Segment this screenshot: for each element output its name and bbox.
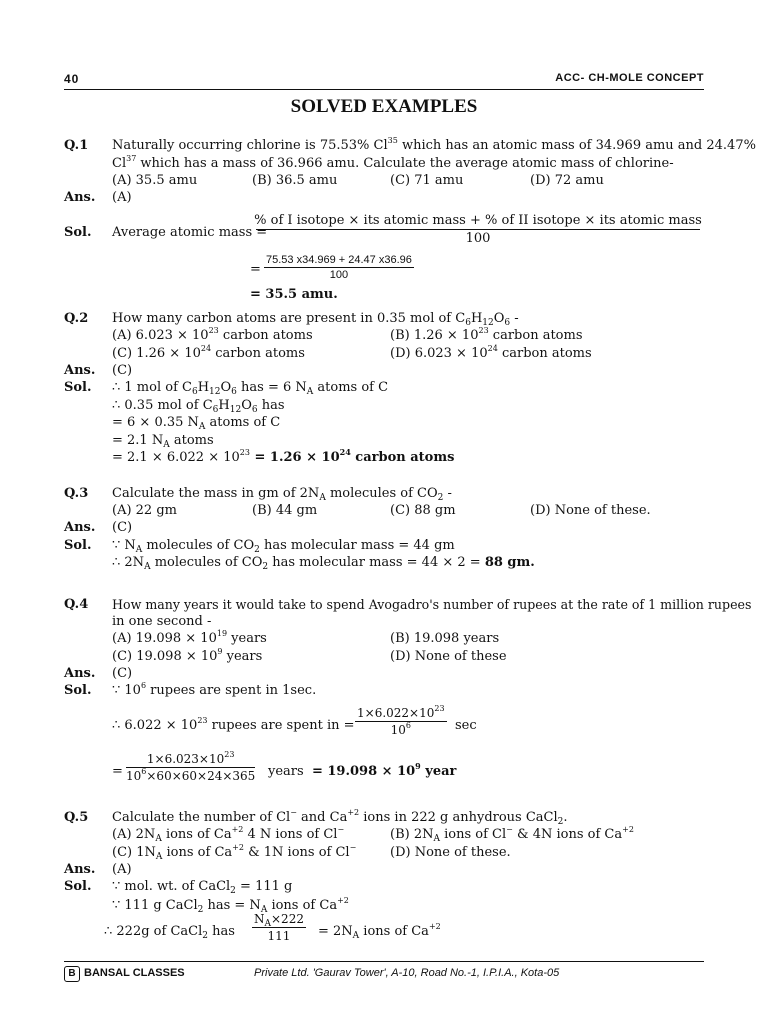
header-rule <box>64 89 704 90</box>
q5-sol-line-2: ∵ 111 g CaCl$_2$ has = $N_A$ ions of $Ca^{+2}$ <box>112 896 349 915</box>
q5-option-a: (A) $2N_A$ ions of $Ca^{+2}$ 4 N ions of Cl− <box>112 825 345 844</box>
q2-option-c: (C) $1.26 \times 10^{24}$ carbon atoms <box>112 344 305 361</box>
q5-sol-line-1: ∵ mol. wt. of CaCl$_2$ = 111 g <box>112 879 293 896</box>
q1-calc-eq: = <box>250 262 261 277</box>
q3-sol-label: Sol. <box>64 538 92 553</box>
q4-sol-line-1: ∵ $10^6$ rupees are spent in 1sec. <box>112 681 317 698</box>
q2-option-d: (D) $6.023 \times 10^{24}$ carbon atoms <box>390 344 592 361</box>
q5-option-b: (B) $2N_A$ ions of Cl− & 4N ions of $Ca^{+2}$ <box>390 825 634 844</box>
q4-fraction-2: $1\times 6.023\times 10^{23}$ $10^6\times 60\times 60\times 24\times 365$ <box>126 750 256 783</box>
q1-sol-label: Sol. <box>64 225 92 240</box>
q2-sol-label: Sol. <box>64 380 92 395</box>
q2-sol-line-1: ∴ 1 mol of $C_6H_{12}O_6$ has = 6 $N_A$ atoms of C <box>112 380 389 397</box>
q2-label: Q.2 <box>64 311 89 326</box>
q2-sol-line-3: = 6 × 0.35 $N_A$ atoms of C <box>112 415 281 432</box>
q2-sol-line-5: = $2.1 \times 6.022 \times 10^{23} = 1.26 \times 10^{24}$ carbon atoms <box>112 447 455 465</box>
footer-brand: BANSAL CLASSES <box>84 967 185 979</box>
q5-label: Q.5 <box>64 810 89 825</box>
footer-address: Private Ltd. 'Gaurav Tower', A-10, Road No.-1, I.P.I.A., Kota-05 <box>254 967 560 979</box>
q3-sol-line-1: ∵ $N_A$ molecules of $CO_2$ has molecular mass = 44 gm <box>112 538 455 555</box>
q4-line-1: How many years it would take to spend Avogadro's number of rupees at the rate of 1 million rupees <box>112 597 752 612</box>
q3-question: Calculate the mass in gm of $2N_A$ molecules of $CO_2$ - <box>112 486 452 503</box>
q3-answer: (C) <box>112 520 133 535</box>
q2-sol-line-4: = 2.1 $N_A$ atoms <box>112 433 214 450</box>
q4-sol-line-2: ∴ $6.022 \times 10^{23}$ rupees are spent in = <box>112 716 355 733</box>
q5-option-d: (D) None of these. <box>390 845 511 860</box>
q1-sol-fraction: % of I isotope × its atomic mass + % of II isotope × its atomic mass 100 <box>254 213 702 246</box>
q3-sol-line-2: ∴ $2N_A$ molecules of $CO_2$ has molecular mass = 44 × 2 = 88 gm. <box>112 555 535 572</box>
q3-option-c: (C) 88 gm <box>390 503 456 518</box>
page-number: 40 <box>64 72 80 86</box>
q5-answer: (A) <box>112 862 132 877</box>
q3-option-a: (A) 22 gm <box>112 503 177 518</box>
q2-sol-line-2: ∴ 0.35 mol of $C_6H_{12}O_6$ has <box>112 398 285 415</box>
q1-ans-label: Ans. <box>64 190 96 205</box>
q1-sol-lhs: Average atomic mass = <box>112 225 268 240</box>
footer-rule <box>64 961 704 962</box>
q2-question: How many carbon atoms are present in 0.35 mol of $C_6H_{12}O_6$ - <box>112 311 519 328</box>
q4-option-b: (B) 19.098 years <box>390 631 500 646</box>
q1-label: Q.1 <box>64 138 89 153</box>
q4-option-c: (C) $19.098 \times 10^9$ years <box>112 647 263 664</box>
q3-option-d: (D) None of these. <box>530 503 651 518</box>
q1-option-d: (D) 72 amu <box>530 173 604 188</box>
q2-answer: (C) <box>112 363 133 378</box>
q4-line-2: in one second - <box>112 614 212 629</box>
q4-calc-eq: = <box>112 764 123 779</box>
q5-sol-line-3: ∴ 222g of CaCl$_2$ has <box>104 924 235 941</box>
q4-result: years = $19.098 \times 10^9$ year <box>268 761 457 779</box>
q4-sol-label: Sol. <box>64 683 92 698</box>
q5-fraction: $N_A\times 222$ 111 <box>254 912 304 943</box>
q1-answer: (A) <box>112 190 132 205</box>
q3-option-b: (B) 44 gm <box>252 503 318 518</box>
q4-fraction-1: $1\times 6.022\times 10^{23}$ $10^6$ <box>357 704 445 737</box>
q1-line-1: Naturally occurring chlorine is 75.53% Cl$^{35}$ which has an atomic mass of 34.969 amu and 24.47% <box>112 136 756 153</box>
q1-option-a: (A) 35.5 amu <box>112 173 198 188</box>
chapter-title: ACC- CH-MOLE CONCEPT <box>555 72 704 84</box>
q4-option-a: (A) $19.098 \times 10^{19}$ years <box>112 629 267 646</box>
page-header <box>64 72 704 88</box>
q5-ans-label: Ans. <box>64 862 96 877</box>
q4-ans-label: Ans. <box>64 666 96 681</box>
q1-option-c: (C) 71 amu <box>390 173 464 188</box>
bansal-logo-icon: B <box>64 966 80 982</box>
q3-label: Q.3 <box>64 486 89 501</box>
q4-answer: (C) <box>112 666 133 681</box>
q1-line-2: Cl$^{37}$ which has a mass of 36.966 amu. Calculate the average atomic mass of chlorine- <box>112 154 674 171</box>
q3-ans-label: Ans. <box>64 520 96 535</box>
q5-question: Calculate the number of Cl− and $Ca^{+2}$ ions in 222 g anhydrous CaCl$_2$. <box>112 808 568 827</box>
page-title: SOLVED EXAMPLES <box>290 96 478 117</box>
q2-ans-label: Ans. <box>64 363 96 378</box>
q5-sol-label: Sol. <box>64 879 92 894</box>
q5-option-c: (C) $1N_A$ ions of $Ca^{+2}$ & 1N ions of Cl− <box>112 843 357 862</box>
q4-option-d: (D) None of these <box>390 649 507 664</box>
q1-result: = 35.5 amu. <box>250 287 338 302</box>
q2-option-a: (A) $6.023 \times 10^{23}$ carbon atoms <box>112 326 313 343</box>
q4-fraction-1-unit: sec <box>455 718 477 733</box>
q2-option-b: (B) $1.26 \times 10^{23}$ carbon atoms <box>390 326 583 343</box>
page-footer <box>64 966 704 984</box>
q5-sol-line-3-result: = $2N_A$ ions of $Ca^{+2}$ <box>318 922 441 941</box>
q1-calc-fraction: 75.53 x34.969 + 24.47 x36.96 100 <box>266 254 412 281</box>
q4-label: Q.4 <box>64 597 89 612</box>
q1-option-b: (B) 36.5 amu <box>252 173 338 188</box>
